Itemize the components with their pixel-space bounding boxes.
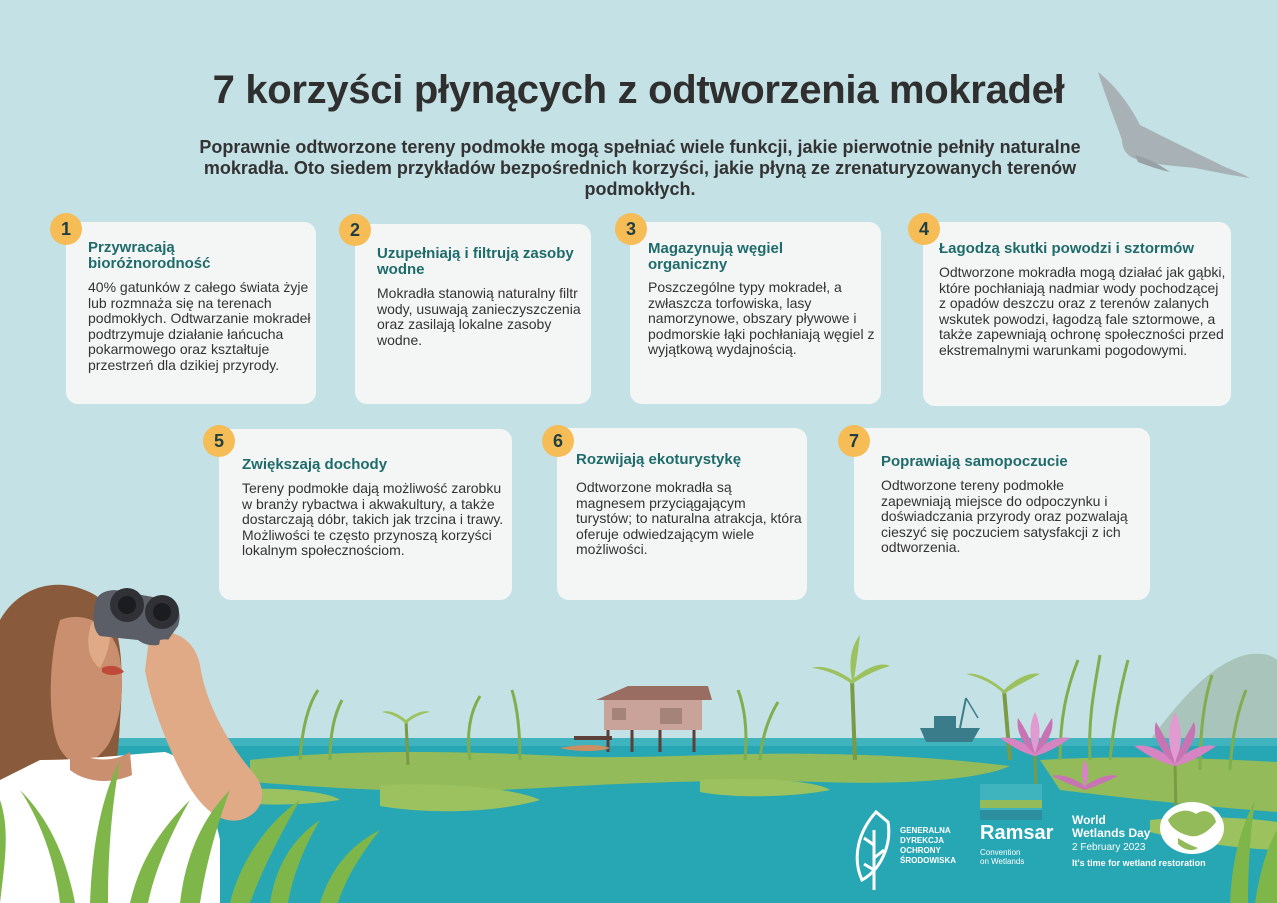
benefit-number-badge: 6 [542,425,574,457]
wwd-date: 2 February 2023 [1072,842,1146,853]
benefit-title: Magazynują węgiel organiczny [648,240,784,273]
benefit-text: Odtworzone mokradła mogą działać jak gąbki, które pochłaniają nadmiar wody pochodzącej z opadów deszczu oraz z terenów zalanych wskutek powodzi, łagodzą fale sztormowe, a także zapewniają ochronę społeczności przed ekstremalnymi warunkami pogodowymi. [939,264,1226,358]
wwd-line-1: World [1072,813,1106,827]
benefit-text: Mokradła stanowią naturalny filtr wody, usuwają zanieczyszczenia oraz zasilają lokalne zasoby wodne. [377,285,581,348]
page-subtitle: Poprawnie odtworzone tereny podmokłe mogą spełniać wiele funkcji, jakie pierwotnie pełniły naturalne mokradła. Oto siedem przykładów bezpośrednich korzyści, jakie płyną ze zrenaturyzowanych terenów podmokłych. [199,137,1081,199]
benefit-card-2 [355,224,591,404]
benefit-title: Poprawiają samopoczucie [881,453,1068,470]
benefit-title: Uzupełniają i filtrują zasoby wodne [377,245,574,278]
benefit-text: Poszczególne typy mokradeł, a zwłaszcza torfowiska, lasy namorzynowe, obszary pływowe i podmorskie łąki pochłaniają węgiel z wyjątkową wydajnością. [648,279,875,357]
wwd-slogan: It's time for wetland restoration [1072,858,1206,868]
benefit-card-3 [630,222,881,404]
gdos-line-4: ŚRODOWISKA [900,856,956,865]
benefit-text: Odtworzone mokradła są magnesem przyciągającym turystów; to naturalna atrakcja, która oferuje odwiedzającym wiele możliwości. [576,479,802,557]
ramsar-line-2: on Wetlands [980,857,1025,866]
ramsar-logo-icon [980,784,1042,820]
world-map-icon [1160,802,1224,854]
gdos-line-3: OCHRONY [900,846,941,855]
wwd-line-2: Wetlands Day [1072,826,1151,840]
benefit-number-badge: 2 [339,214,371,246]
benefit-title: Zwiększają dochody [242,456,388,473]
gdos-line-2: DYREKCJA [900,836,945,845]
benefit-card-4 [923,222,1231,406]
benefit-card-1 [66,222,316,404]
gdos-line-1: GENERALNA [900,826,951,835]
benefit-title: Przywracają bioróżnorodność [88,239,211,272]
benefit-card-7 [854,428,1150,600]
ramsar-line-1: Convention [980,848,1021,857]
benefit-title: Rozwijają ekoturystykę [576,451,742,468]
boat-icon [920,698,980,742]
benefit-title: Łagodzą skutki powodzi i sztormów [939,240,1195,257]
benefit-number-badge: 3 [615,213,647,245]
page-title: 7 korzyści płynących z odtworzenia mokradeł [212,68,1065,112]
benefit-number-badge: 4 [908,213,940,245]
benefit-text: Tereny podmokłe dają możliwość zarobku w branży rybactwa i akwakultury, a także dostarczają dóbr, takich jak trzcina i trawy. Możliwości te często przynoszą korzyści lokalnym społecznościom. [242,480,504,558]
benefit-number-badge: 7 [838,425,870,457]
ramsar-name: Ramsar [980,822,1054,844]
benefit-text: 40% gatunków z całego świata żyje lub rozmnaża się na terenach podmokłych. Odtwarzanie mokradeł podtrzymuje działanie łańcucha pokarmowego oraz kształtuje przestrzeń dla dzikiej przyrody. [88,279,311,373]
benefit-text: Odtworzone tereny podmokłe zapewniają miejsce do odpoczynku i doświadczania przyrody oraz pozwalają cieszyć się poczuciem satysfakcji z ich odtworzenia. [881,477,1128,555]
benefit-number-badge: 1 [50,213,82,245]
benefit-card-5 [219,429,512,600]
benefit-card-6 [557,428,807,600]
benefit-number-badge: 5 [203,425,235,457]
